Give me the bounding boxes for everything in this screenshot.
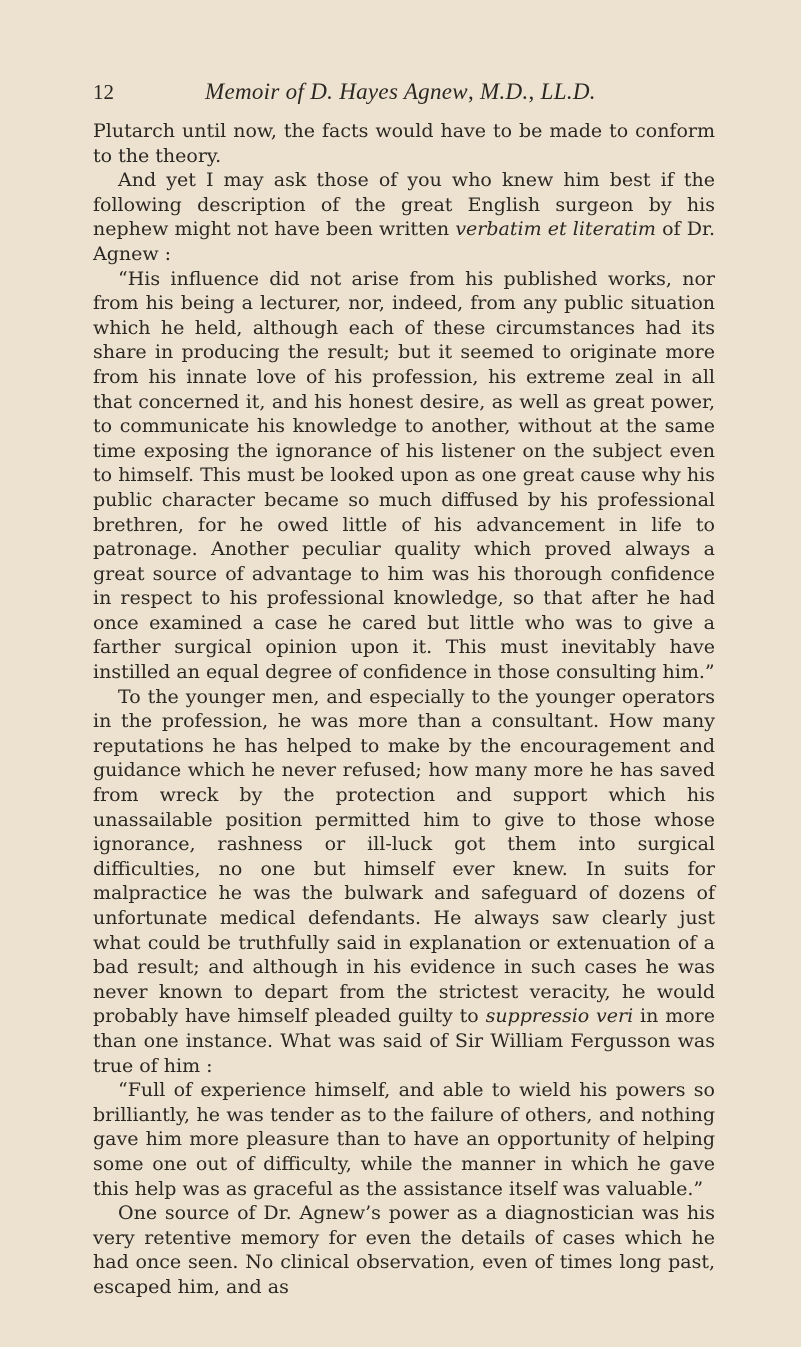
latin-phrase-suppressio: suppressio veri	[485, 1005, 634, 1028]
paragraph-question	[93, 168, 715, 266]
running-title-sep: ,	[467, 79, 481, 104]
running-title-lld: LL.D.	[540, 79, 596, 104]
running-title-memoir: Memoir of D. Hayes Agnew	[205, 79, 468, 104]
block-quote-influence: “His influence did not arise from his published works, nor from his being a lecturer, nor, indeed, from any public situation which he held, although each of these circumstances had its share in producing the result; but it seemed to originate more from his innate love of his profession, his extreme zeal in all that concerned it, and his honest desire, as well as great power, to communicate his knowledge to another, without at the same time exposing the ignorance of his listener on the subject even to himself. This must be looked upon as one great cause why his public character became so much diffused by his professional brethren, for he owed little of his advancement in life to patronage. Another peculiar quality which proved always a great source of advantage to him was his thorough confidence in respect to his professional knowledge, so that after he had once examined a case he cared but little who was to give a farther surgical opinion upon it. This must inevitably have instilled an equal degree of confidence in those consulting him.”	[93, 267, 715, 684]
paragraph-question-text-a: And yet I may ask those of you who knew him best if the following description of the great English surgeon by his nephew might not have been written	[93, 169, 715, 241]
paragraph-diagnostician: One source of Dr. Agnew’s power as a diagnostician was his very retentive memory for even the details of cases which he had once seen. No clinical observation, even of times long past, escaped him, and as	[93, 1202, 715, 1298]
latin-phrase-verbatim: verbatim et literatim	[455, 218, 656, 241]
body-text	[93, 119, 715, 1300]
paragraph-continuation: Plutarch until now, the facts would have to be made to conform to the theory.	[93, 120, 715, 167]
paragraph-younger-men-text-b: in more than one instance. What was said of Sir William Fergusson was true of him :	[93, 1005, 715, 1077]
paragraph-younger-men-text-a: To the younger men, and especially to the younger operators in the profession, he was more than a consultant. How many reputations he has helped to make by the encouragement and guidance which he never refused; how many more he has saved from wreck by the protection and support which his unassailable position permitted him to give to those whose ignorance, rashness or ill-luck got them into surgical difficulties, no one but himself ever knew. In suits for malpractice he was the bulwark and safeguard of dozens of unfortunate medical defendants. He always saw clearly just what could be truthfully said in explanation or extenuation of a bad result; and although in his evidence in such cases he was never known to depart from the strictest veracity, he would probably have himself pleaded guilty to	[93, 685, 715, 1028]
page-number: 12	[93, 80, 114, 104]
running-head	[93, 80, 733, 114]
running-title-md: M.D.	[480, 79, 529, 104]
block-quote-fergusson: “Full of experience himself, and able to wield his powers so brilliantly, he was tender as to the failure of others, and nothing gave him more pleasure than to have an opportunity of helping some one out of difficulty, while the manner in which he gave this help was as graceful as the assistance itself was valuable.”	[93, 1079, 715, 1200]
paragraph-younger-men	[93, 685, 715, 1079]
paragraph-question-text-b: of Dr. Agnew :	[93, 218, 715, 265]
running-title-sep2: ,	[528, 79, 541, 104]
running-title	[205, 80, 596, 104]
